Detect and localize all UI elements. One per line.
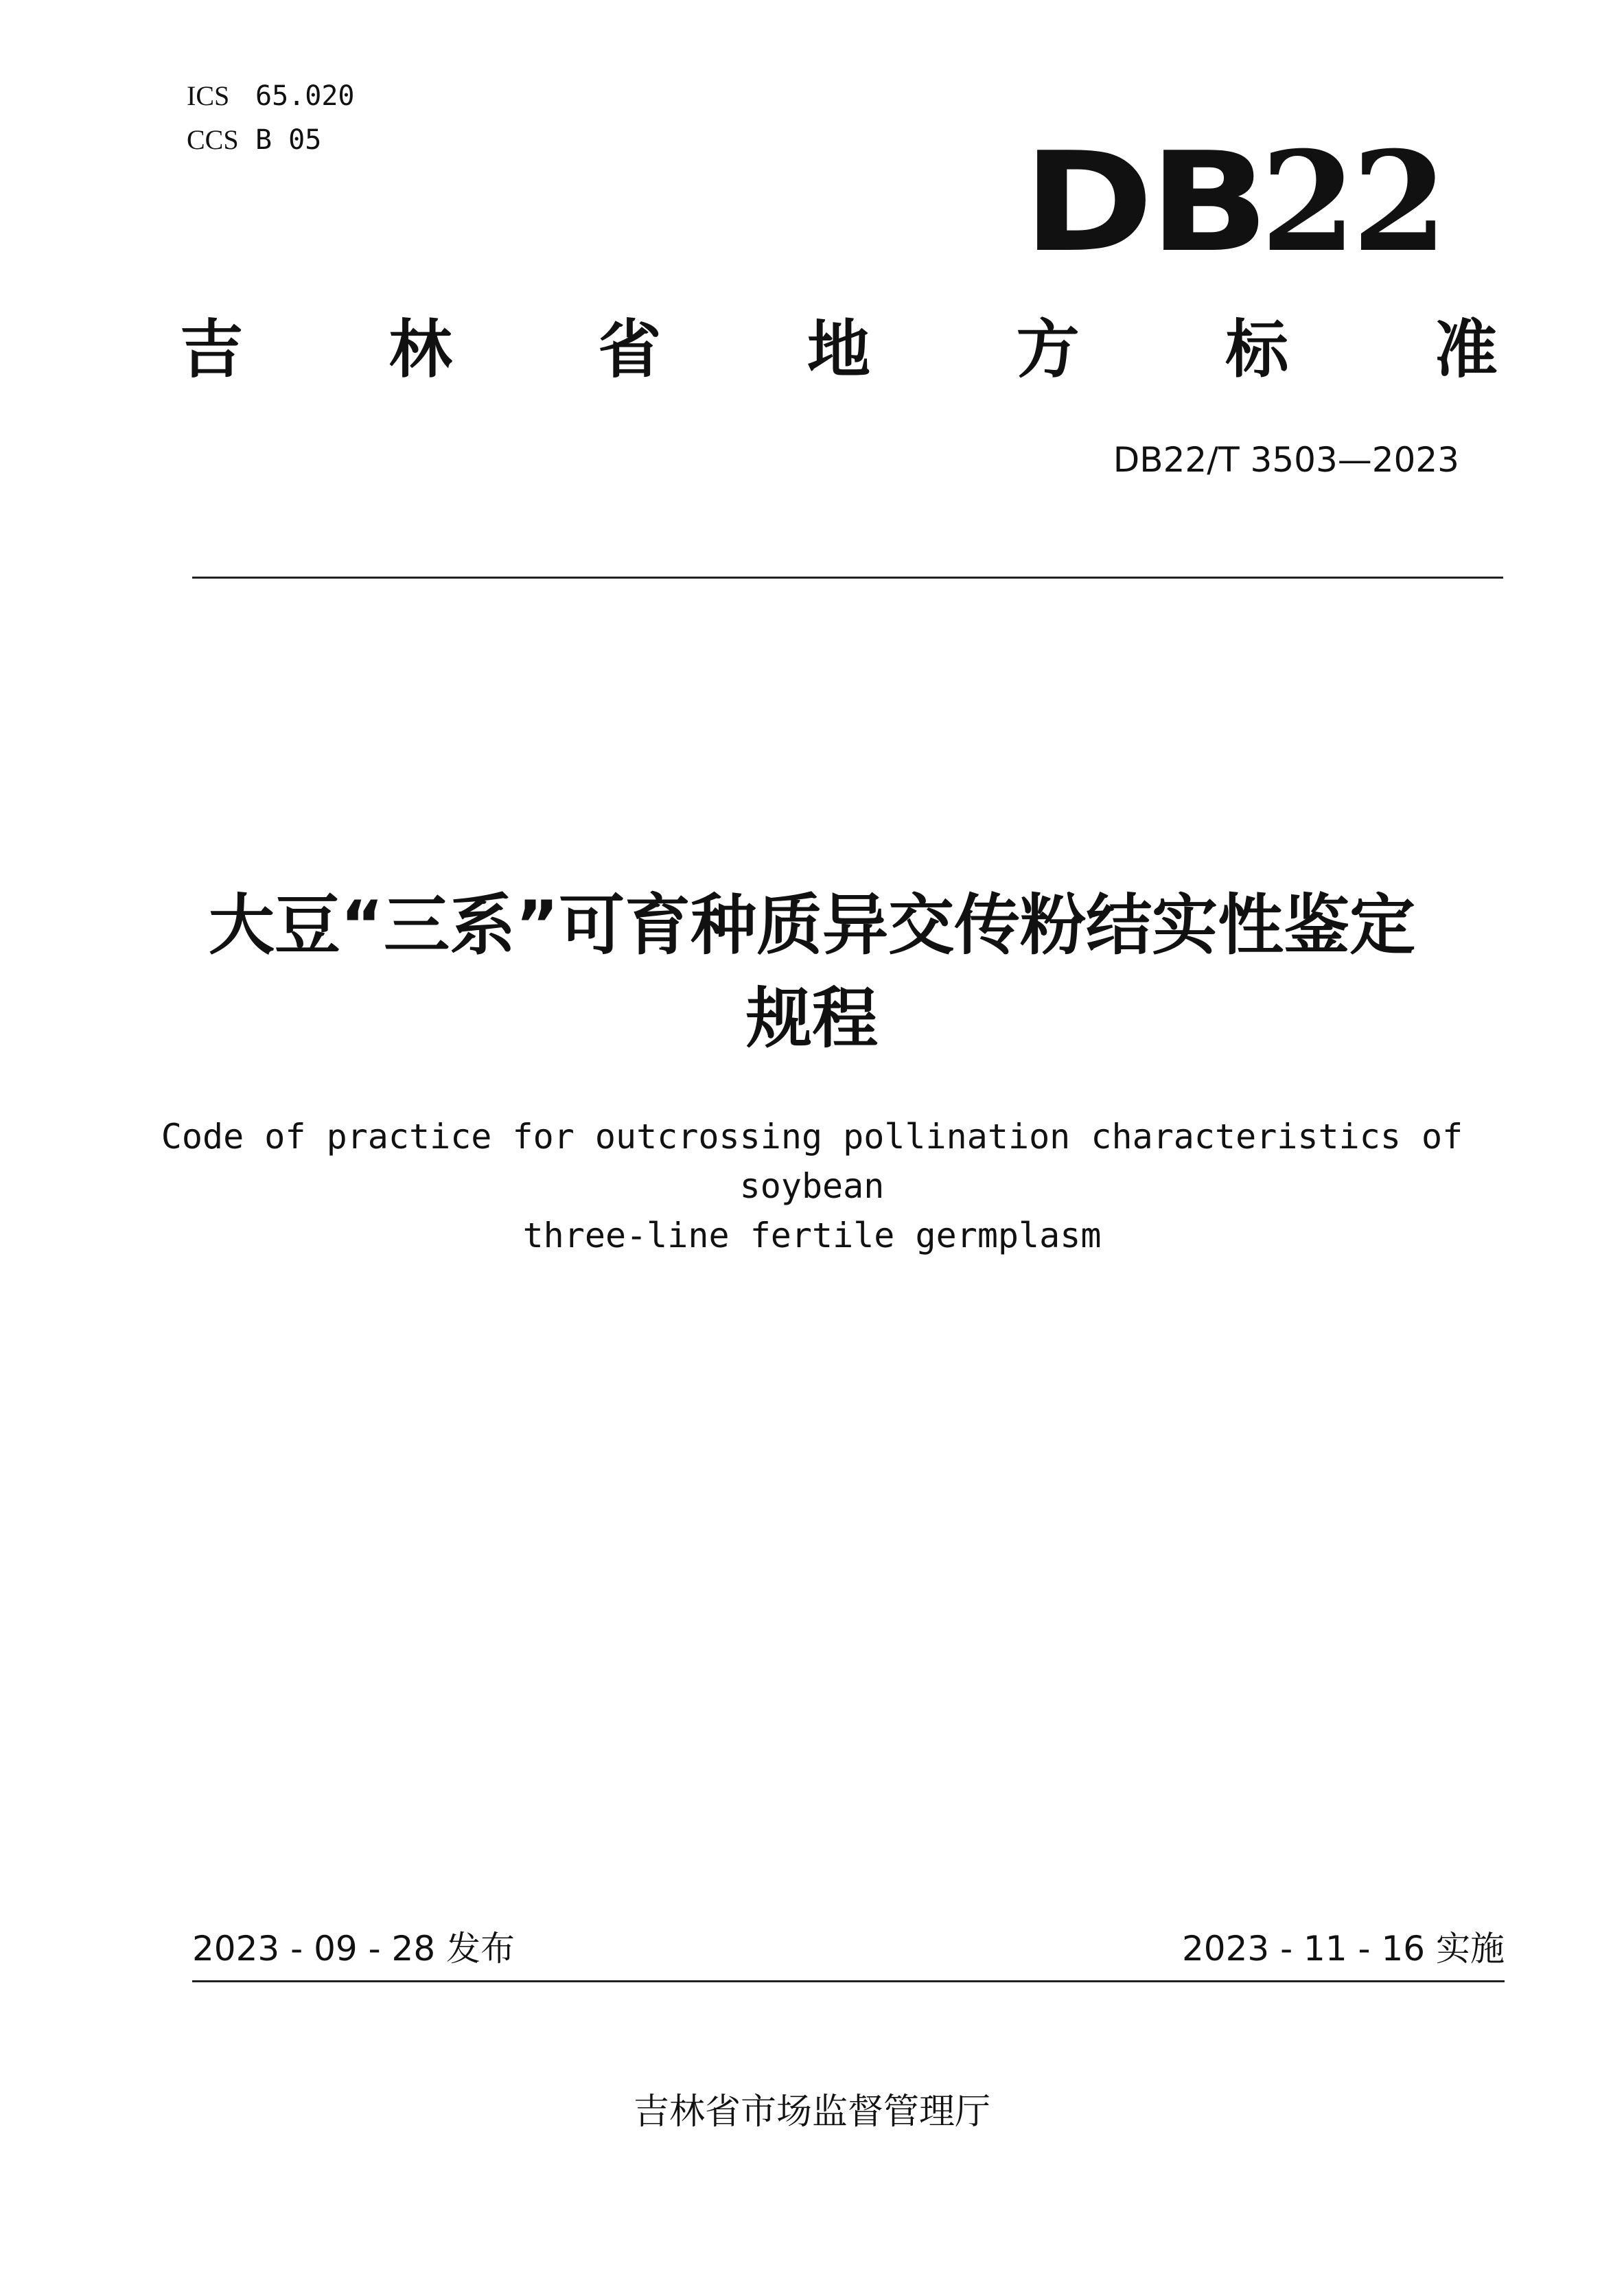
db-logo	[1023, 121, 1443, 283]
english-title-line: three-line fertile germplasm	[522, 1216, 1102, 1255]
standard-type-char: 标	[1225, 313, 1289, 386]
chinese-title	[137, 879, 1487, 1065]
english-title	[137, 1112, 1487, 1260]
top-divider	[192, 577, 1503, 579]
ccs-line	[187, 118, 355, 162]
standard-number: DB22/T 3503—2023	[1113, 440, 1459, 480]
db-logo-number: 22	[1260, 121, 1443, 283]
ccs-code: B 05	[255, 124, 322, 156]
chinese-title-line: 规程	[746, 980, 878, 1057]
english-title-line: Code of practice for outcrossing pollination characteristics of soybean	[161, 1117, 1463, 1206]
date-row	[192, 1927, 1505, 1970]
standard-type-char: 省	[598, 313, 662, 386]
standard-type-char: 方	[1016, 313, 1080, 386]
implementation-date: 2023 - 11 - 16 实施	[1181, 1929, 1505, 1969]
standard-type-char: 地	[807, 313, 870, 386]
bottom-divider	[192, 1980, 1505, 1982]
ccs-label: CCS	[187, 124, 239, 155]
ics-line	[187, 74, 355, 118]
chinese-title-line: 大豆“三系”可育种质异交传粉结实性鉴定	[208, 887, 1416, 964]
standard-type-char: 准	[1434, 313, 1498, 386]
ics-code: 65.020	[255, 80, 355, 112]
db-logo-letters: DB	[1023, 123, 1265, 283]
standard-type-char: 林	[388, 313, 452, 386]
ics-label: ICS	[187, 80, 230, 111]
release-date: 2023 - 09 - 28 发布	[192, 1929, 515, 1969]
standard-type-heading	[180, 312, 1498, 388]
classification-codes	[187, 74, 355, 162]
standard-type-char: 吉	[180, 313, 244, 386]
issuing-authority: 吉林省市场监督管理厅	[633, 2091, 990, 2133]
